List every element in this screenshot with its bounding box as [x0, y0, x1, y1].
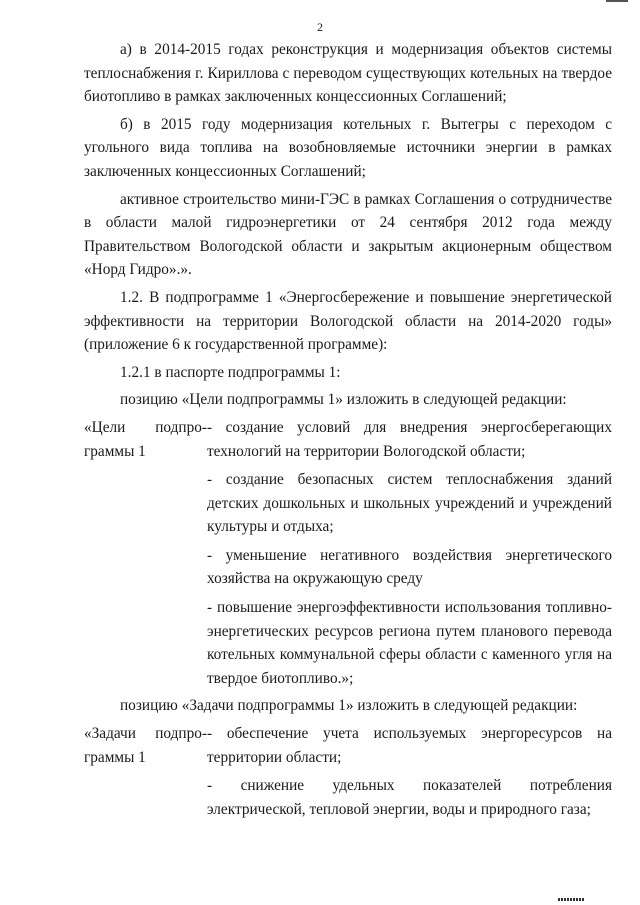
paragraph-1-2: 1.2. В подпрограмме 1 «Энергосбережение и повышение энергетической эффективности на территории Вологодской области на 2014-2020 годы» (приложение 6 к государственной программе): [84, 288, 612, 354]
tasks-item: - обеспечение учета используемых энергоресурсов на территории области; [207, 725, 612, 766]
goals-label-line2: граммы 1 [84, 442, 146, 460]
tasks-item: - снижение удельных показателей потребления электрической, тепловой энергии, воды и природного газа; [207, 777, 612, 818]
paragraph-b: б) в 2015 году модернизация котельных г. Вытегры с переходом с угольного вида топлива на возобновляемые источники энергии в рамках заключенных концессионных Соглашений; [84, 115, 612, 180]
page-number: 2 [317, 20, 323, 34]
goals-label [84, 416, 207, 463]
paragraph-a: а) в 2014-2015 годах реконструкция и модернизация объектов системы теплоснабжения г. Кириллова с переводом существующих котельных на твердое биотопливо в рамках заключенных концессионных Соглашений; [84, 41, 612, 106]
paragraph-tasks-intro: позицию «Задачи подпрограммы 1» изложить в следующей редакции: [120, 697, 578, 715]
goals-row [84, 416, 612, 691]
paragraph-1-2-1: 1.2.1 в паспорте подпрограммы 1: [120, 363, 341, 381]
goals-label-line1: «Цели подпро- [84, 418, 207, 436]
paragraph-mini-hydro: активное строительство мини-ГЭС в рамках Соглашения о сотрудничестве в области малой гидроэнергетики от 24 сентября 2012 года между Правительством Вологодской области и закрытым акционерным обществом «Норд Гидро».». [84, 190, 612, 279]
tasks-row [84, 722, 612, 821]
goals-item: - уменьшение негативного воздействия энергетического хозяйства на окружающую среду [207, 546, 612, 588]
paragraph-goals-intro: позицию «Цели подпрограммы 1» изложить в следующей редакции: [120, 391, 567, 409]
document-body [84, 38, 612, 821]
tasks-label-line2: граммы 1 [84, 748, 146, 766]
scan-corner-mark [606, 0, 628, 2]
goals-item: - создание безопасных систем теплоснабжения зданий детских дошкольных и школьных учреждений и учреждений культуры и отдыха; [207, 471, 612, 536]
tasks-items [207, 722, 612, 821]
tasks-label [84, 722, 207, 769]
goals-item: - создание условий для внедрения энергосберегающих технологий на территории Вологодской области; [207, 418, 612, 460]
goals-item: - повышение энергоэффективности использования топливно-энергетических ресурсов региона путем планового перевода котельных коммунальной сферы области с каменного угля на твердое биотопливо.»; [207, 599, 612, 687]
tasks-label-line1: «Задачи подпро- [84, 725, 207, 743]
scan-bottom-mark [558, 898, 584, 901]
goals-items [207, 416, 612, 691]
